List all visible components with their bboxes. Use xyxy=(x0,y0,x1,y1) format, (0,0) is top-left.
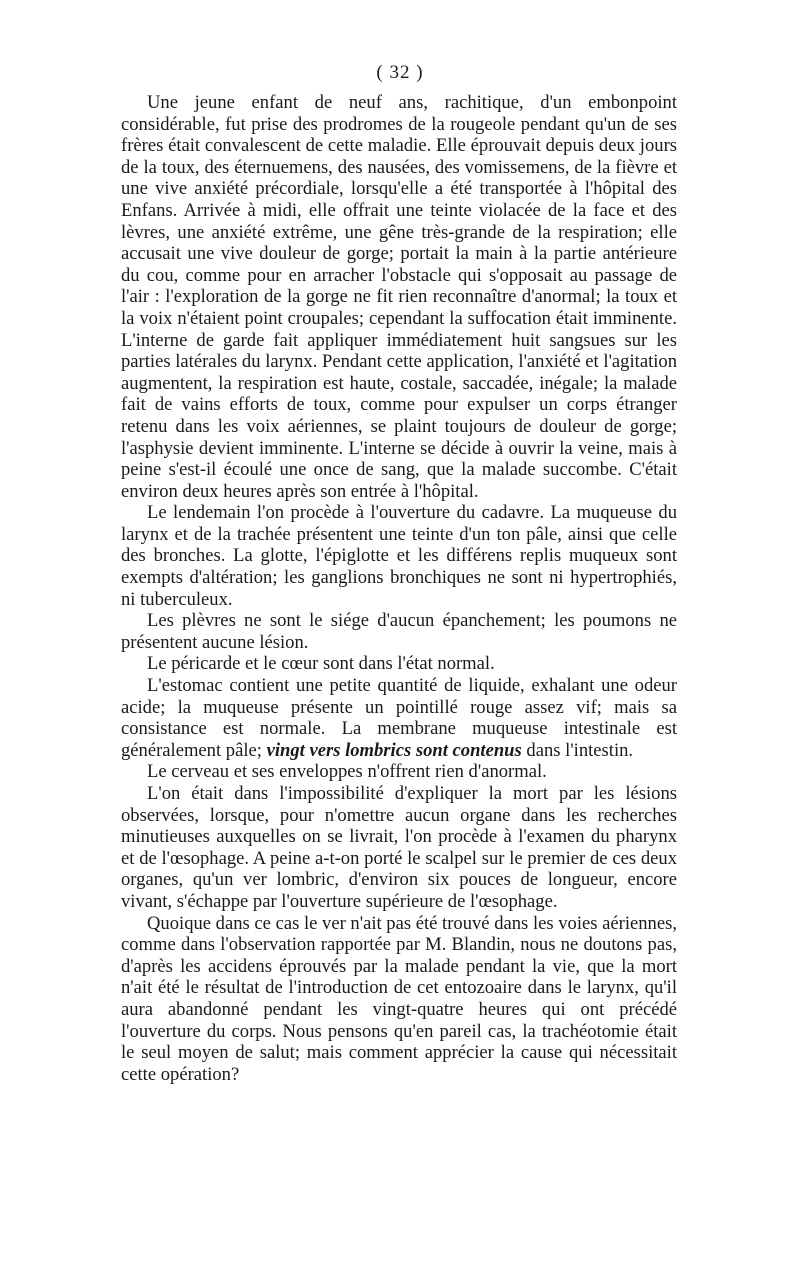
paragraph-brain: Le cerveau et ses enveloppes n'offrent rien d'anormal. xyxy=(147,761,547,783)
paragraph-stomach-intestine xyxy=(121,675,677,761)
paragraph-stomach-text-after: dans l'intestin. xyxy=(521,739,634,761)
italic-emphasis: vingt vers lombrics sont contenus xyxy=(266,739,522,761)
paragraph-autopsy-larynx: Le lendemain l'on procède à l'ouverture du cadavre. La muqueuse du larynx et de la trachée présentent une teinte d'un ton pâle, ainsi que celle des bronches. La glotte, l'épiglotte et les différens replis muqueux sont exempts d'altération; les ganglions bronchiques ne sont ni hypertrophiés, ni tuberculeux. xyxy=(121,502,677,610)
body-text xyxy=(121,92,677,1085)
paragraph-pharynx-exam: L'on était dans l'impossibilité d'expliquer la mort par les lésions observées, lorsque, pour n'omettre aucun organe dans les recherches minutieuses auxquelles on se livrait, l'on procède à l'examen du pharynx et de l'œsophage. A peine a-t-on porté le scalpel sur le premier de ces deux organes, qu'un ver lombric, d'environ six pouces de longueur, encore vivant, s'échappe par l'ouverture supérieure de l'œsophage. xyxy=(121,783,677,912)
paragraph-pleura-lungs: Les plèvres ne sont le siége d'aucun épanchement; les poumons ne présentent aucune lésion. xyxy=(121,610,677,653)
paragraph-heart: Le péricarde et le cœur sont dans l'état normal. xyxy=(147,653,495,675)
paragraph-case-history: Une jeune enfant de neuf ans, rachitique, d'un embonpoint considérable, fut prise des prodromes de la rougeole pendant qu'un de ses frères était convalescent de cette maladie. Elle éprouvait depuis deux jours de la toux, des éternuemens, des nausées, des vomissemens, de la fièvre et une vive anxiété précordiale, lorsqu'elle a été transportée à l'hôpital des Enfans. Arrivée à midi, elle offrait une teinte violacée de la face et des lèvres, une anxiété extrême, une gêne très-grande de la respiration; elle accusait une vive douleur de gorge; portait la main à la partie antérieure du cou, comme pour en arracher l'obstacle qui s'opposait au passage de l'air : l'exploration de la gorge ne fit rien reconnaître d'anormal; la toux et la voix n'étaient point croupales; cependant la suffocation était imminente. L'interne de garde fait appliquer immédiatement huit sangsues sur les parties latérales du larynx. Pendant cette application, l'anxiété et l'agitation augmentent, la respiration est haute, costale, saccadée, inégale; la malade fait de vains efforts de toux, comme pour expulser un corps étranger retenu dans les voix aériennes, se plaint toujours de douleur de gorge; l'asphysie devient imminente. L'interne se décide à ouvrir la veine, mais à peine s'est-il écoulé une once de sang, que la malade succombe. C'était environ deux heures après son entrée à l'hôpital. xyxy=(121,92,677,502)
paragraph-conclusion: Quoique dans ce cas le ver n'ait pas été trouvé dans les voies aériennes, comme dans l'observation rapportée par M. Blandin, nous ne doutons pas, d'après les accidens éprouvés par la malade pendant la vie, que la mort n'ait été le résultat de l'introduction de cet entozoaire dans le larynx, qu'il aura abandonné pendant les vingt-quatre heures qui ont précédé l'ouverture du corps. Nous pensons qu'en pareil cas, la trachéotomie était le seul moyen de salut; mais comment apprécier la cause qui nécessitait cette opération? xyxy=(121,912,677,1085)
page-number: ( 32 ) xyxy=(376,62,424,83)
paragraph-stomach-text-before: L'estomac contient une petite quantité de liquide, exhalant une odeur acide; la muqueuse présente un pointillé rouge assez vif; mais sa consistance est normale. La membrane muqueuse intestinale est généralement pâle; xyxy=(121,675,677,761)
